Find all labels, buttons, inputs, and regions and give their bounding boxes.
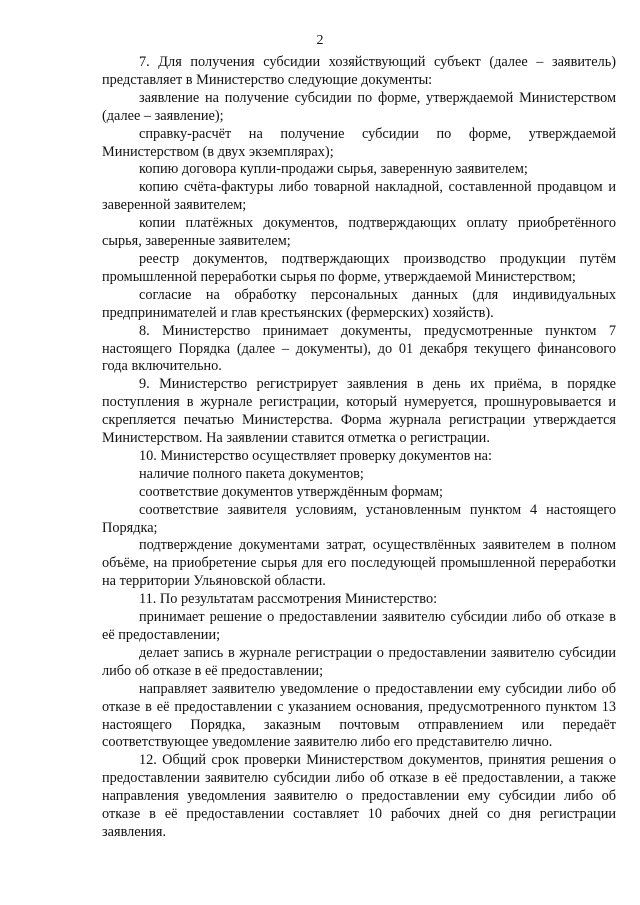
result-item-decision: принимает решение о предоставлении заявителю субсидии либо об отказе в её предоставлении; [102,609,616,643]
result-item-journal: делает запись в журнале регистрации о предоставлении заявителю субсидии либо об отказе в её предоставлении; [102,644,616,679]
paragraph-9: 9. Министерство регистрирует заявления в день их приёма, в порядке поступления в журнале регистрации, который нумеруется, прошнуровывается и скрепляется печатью Министерства. Форма журнала регистрации утверждается Министерством. На заявлении ставится отметка о регистрации. [102,376,616,447]
check-item-full-package: наличие полного пакета документов; [139,465,364,482]
paragraph-8: 8. Министерство принимает документы, предусмотренные пунктом 7 настоящего Порядка (далее – документы), до 01 декабря текущего финансового года включительно. [102,322,616,375]
paragraph-11-intro: 11. По результатам рассмотрения Министерство: [139,591,438,608]
list-item-registry: реестр документов, подтверждающих производство продукции путём промышленной переработки сырья по форме, утверждаемой Министерством; [102,250,616,285]
list-item-contract-copy: копию договора купли-продажи сырья, заверенную заявителем; [139,161,528,178]
list-item-invoice-copy: копию счёта-фактуры либо товарной накладной, составленной продавцом и заверенной заявителем; [102,179,616,214]
paragraph-12: 12. Общий срок проверки Министерством документов, принятия решения о предоставлении заявителю субсидии либо об отказе в её предоставлении, а также направления уведомления заявителю о предоставлении ему субсидии либо об отказе в её предоставлении составляет 10 рабочих дней со дня регистрации заявления. [102,752,616,840]
page-number: 2 [316,33,324,48]
list-item-consent: согласие на обработку персональных данных (для индивидуальных предпринимателей и глав крестьянских (фермерских) хозяйств). [102,286,616,321]
check-item-forms: соответствие документов утверждённым формам; [139,483,443,500]
list-item-calculation: справку-расчёт на получение субсидии по форме, утверждаемой Министерством (в двух экземплярах); [102,125,616,160]
check-item-costs: подтверждение документами затрат, осуществлённых заявителем в полном объёме, на приобретение сырья для его последующей промышленной переработки на территории Ульяновской области. [102,537,616,590]
list-item-application: заявление на получение субсидии по форме, утверждаемой Министерством (далее – заявление); [102,89,616,124]
list-item-payment-copies: копии платёжных документов, подтверждающих оплату приобретённого сырья, заверенные заявителем; [102,215,616,250]
check-item-conditions: соответствие заявителя условиям, установленным пунктом 4 настоящего Порядка; [102,501,616,536]
paragraph-10-intro: 10. Министерство осуществляет проверку документов на: [139,447,492,464]
result-item-notification: направляет заявителю уведомление о предоставлении ему субсидии либо об отказе в её предоставлении с указанием основания, предусмотренного пунктом 13 настоящего Порядка, заказным почтовым отправлением или передаёт соответствующее уведомление заявителю либо его представителю лично. [102,680,616,751]
paragraph-7-intro: 7. Для получения субсидии хозяйствующий субъект (далее – заявитель) представляет в Министерство следующие документы: [102,54,616,88]
document-body [102,54,616,842]
